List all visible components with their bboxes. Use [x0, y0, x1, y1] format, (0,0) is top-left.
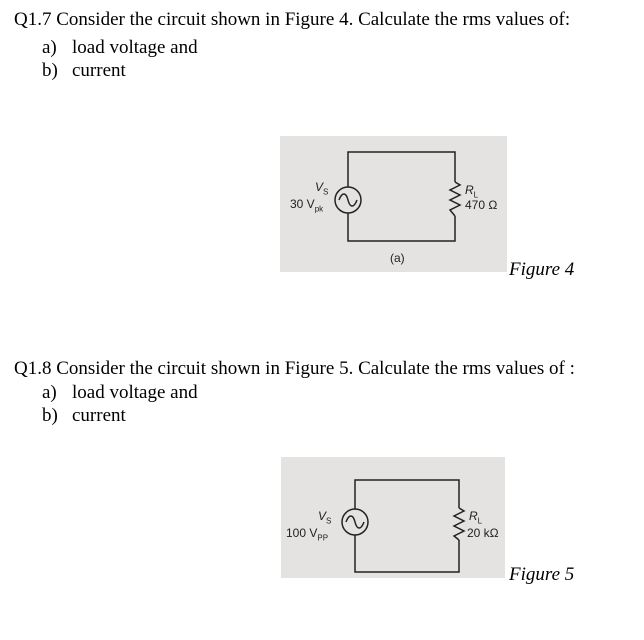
load-value: 20 kΩ	[467, 526, 499, 540]
figure-5-caption: Figure 5	[509, 564, 575, 585]
question-q17: Q1.7 Consider the circuit shown in Figure 4. Calculate the rms values of:	[14, 9, 571, 30]
source-value: 100 $V_{PP}$	[286, 526, 329, 543]
resistor-icon	[454, 508, 464, 540]
load-value: 470 Ω	[465, 198, 498, 212]
list-marker: b)	[42, 60, 58, 81]
source-label: $V_S$	[315, 180, 329, 197]
load-label: $R_L$	[469, 509, 483, 526]
list-text: current	[72, 60, 126, 81]
source-value: 30 $V_{pk}$	[290, 197, 324, 214]
list-marker: a)	[42, 382, 57, 403]
list-text: load voltage and	[72, 37, 198, 58]
list-marker: a)	[42, 37, 57, 58]
figure-4-caption: Figure 4	[509, 259, 575, 280]
question-q18: Q1.8 Consider the circuit shown in Figure 5. Calculate the rms values of :	[14, 358, 575, 379]
source-label: $V_S$	[318, 509, 332, 526]
list-text: current	[72, 405, 126, 426]
subfigure-label: (a)	[390, 251, 405, 265]
load-label: $R_L$	[465, 183, 479, 200]
list-text: load voltage and	[72, 382, 198, 403]
list-marker: b)	[42, 405, 58, 426]
